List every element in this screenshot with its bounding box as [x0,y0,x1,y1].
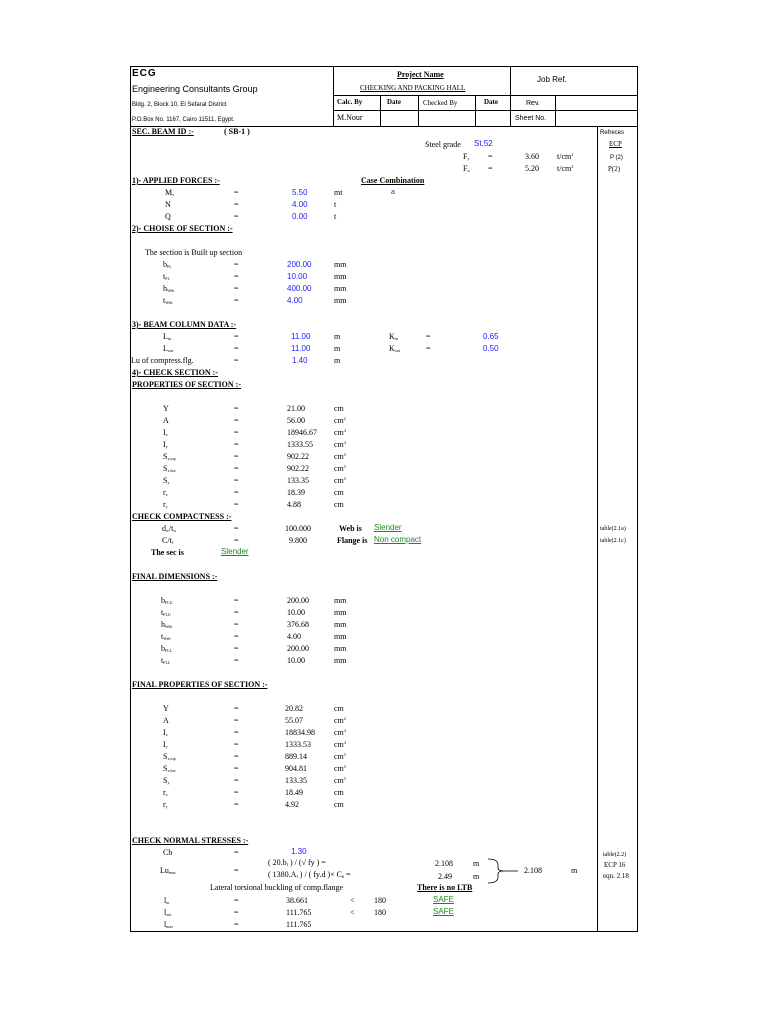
beamcol-lout-eq: = [234,344,239,353]
finaldim-row-eq: = [234,620,239,629]
lu-min-value: 2.108 [524,866,542,875]
finalprop-row-sym: $I_x$ [163,728,168,737]
finaldim-row-value: 200.00 [287,596,309,605]
finalprop-row-unit: cm [334,800,344,809]
fu-value: 5.20 [525,164,539,173]
sec-beam-id-label: SEC. BEAM ID :- [132,127,194,136]
prop-row-value: 18946.67 [287,428,317,437]
refs-table21c: table(2.1c) [600,538,626,544]
lu-compress-eq: = [234,356,239,365]
cb-value: 1.30 [291,847,307,856]
flange-is-label: Flange is [337,536,368,545]
refs-p2b: P(2) [608,165,621,173]
beamcol-lout-k-value: 0.50 [483,344,499,353]
finalprop-row-eq: = [234,776,239,785]
finaldim-row-eq: = [234,632,239,641]
ltb-label: Lateral torsional buckling of comp.flange [210,883,344,892]
finalprop-row-sym: Y [163,704,169,713]
lu-formula-1: ( $20.b_f$ ) / (√ fy ) = [268,858,326,867]
compactness-title: CHECK COMPACTNESS :- [132,512,232,521]
finalprop-row-eq: = [234,764,239,773]
beam-column-title: 3)- BEAM COLUMN DATA :- [132,320,237,329]
prop-row-sym: $r_y$ [163,500,168,509]
fu-symbol: $F_u$ [463,164,470,173]
finalprop-row-sym: $r_y$ [163,800,168,809]
final-properties-title: FINAL PROPERTIES OF SECTION :- [132,680,268,689]
finalprop-row-unit: cm [334,788,344,797]
frame-top [130,66,638,67]
refs-ecp: ECP [609,140,622,148]
lu-compress-label: Lu of compress.flg. [131,356,194,365]
beamcol-lout-sym: $L_{out}$ [163,344,174,353]
lambda-row-eq: = [234,920,239,929]
company-name: Engineering Consultants Group [132,84,258,94]
finalprop-row-value: 20.82 [285,704,303,713]
header-vsep1 [333,66,334,126]
refs-table22: table(2.2) [603,852,627,858]
normal-stresses-title: CHECK NORMAL STRESSES :- [132,836,249,845]
section-result: Slender [221,547,249,556]
finalprop-row-unit: $cm^2$ [334,716,346,725]
finaldim-row-value: 200.00 [287,644,309,653]
finalprop-row-unit: $cm^3$ [334,764,346,773]
date-label-2: Date [484,98,498,106]
lu-formula-2: ( $1380.A_f$ ) / ( fy.d )× $C_b$ = [268,870,351,879]
finalprop-row-unit: $cm^4$ [334,740,346,749]
header-v4 [418,95,419,126]
properties-title: PROPERTIES OF SECTION :- [132,380,241,389]
fu-eq: = [488,164,493,173]
header-vsep2 [510,66,511,126]
beamcol-lout-k-eq: = [426,344,431,353]
compact-ct-sym: $C/t_f$ [162,536,174,545]
prop-row-sym: A [163,416,169,425]
beamcol-lin-value: 11.00 [291,332,311,341]
fy-symbol: $F_y$ [463,152,470,161]
choise-row-value: 10.00 [287,272,308,281]
choise-row-unit: mm [334,296,347,305]
finaldim-row-eq: = [234,656,239,665]
flange-result: Non compact [374,535,422,544]
finaldim-row-value: 4.00 [287,632,301,641]
applied-row-value: 5.50 [292,188,308,197]
min-brace-icon [486,857,520,885]
finalprop-row-value: 889.14 [285,752,307,761]
applied-row-unit: t [334,212,337,221]
prop-row-sym: Y [163,404,169,413]
refs-ecp16: ECP 16 [604,861,626,869]
beamcol-lout-value: 11.00 [291,344,311,353]
finaldim-row-value: 10.00 [287,656,305,665]
finaldim-row-sym: $t_{FLL}$ [161,656,171,665]
finalprop-row-eq: = [234,788,239,797]
choise-row-value: 400.00 [287,284,312,293]
refs-eqn: eqn. 2.18 [603,872,629,880]
finaldim-row-sym: $t_{FLU}$ [161,608,171,617]
frame-right [637,66,638,932]
beamcol-lout-k-sym: $K_{out}$ [389,344,400,353]
finalprop-row-value: 55.07 [285,716,303,725]
lambda-row-result: SAFE [433,895,454,904]
choise-row-eq: = [234,296,239,305]
prop-row-sym: $r_x$ [163,488,168,497]
cb-eq: = [234,848,239,857]
lu-unit-1: m [473,859,480,868]
job-ref-label: Job Ref. [537,75,567,84]
final-dimensions-title: FINAL DIMENSIONS :- [132,572,218,581]
applied-row-eq: = [234,212,239,221]
beamcol-lin-k-sym: $K_{in}$ [389,332,398,341]
finaldim-row-unit: mm [334,620,347,629]
lambda-row-sym: $l_{out}$ [164,908,172,917]
company-address-2: P.O.Box No. 1167, Cairo 11511, Egypt. [132,117,235,123]
steel-grade-value: St.52 [474,139,493,148]
compact-dw-sym: $d_w/t_w$ [162,524,177,533]
prop-row-eq: = [234,428,239,437]
prop-row-sym: $S_{x,bot}$ [163,464,176,473]
beamcol-lin-sym: $L_{in}$ [163,332,172,341]
prop-row-value: 56.00 [287,416,305,425]
calc-by-label: Calc. By [337,98,363,106]
header-bottom [130,126,638,127]
applied-row-value: 4.00 [292,200,308,209]
prop-row-unit: cm [334,404,344,413]
cb-label: Cb [163,848,173,857]
date-label-1: Date [387,98,401,106]
fy-eq: = [488,152,493,161]
checked-by-label: Checked By [423,99,458,107]
prop-row-unit: $cm^3$ [334,452,346,461]
finaldim-row-value: 10.00 [287,608,305,617]
lambda-row-op: < [350,896,355,905]
ltb-result: There is no LTB [417,883,473,892]
prop-row-value: 902.22 [287,452,309,461]
finaldim-row-eq: = [234,608,239,617]
prop-row-eq: = [234,488,239,497]
beamcol-lin-unit: m [334,332,341,341]
choise-row-value: 4.00 [287,296,303,305]
finaldim-row-unit: mm [334,608,347,617]
fy-value: 3.60 [525,152,539,161]
prop-row-value: 902.22 [287,464,309,473]
choise-row-eq: = [234,284,239,293]
sec-beam-id: ( SB-1 ) [224,127,250,136]
choise-title: 2)- CHOISE OF SECTION :- [132,224,233,233]
finalprop-row-eq: = [234,716,239,725]
prop-row-eq: = [234,452,239,461]
header-v6 [555,95,556,126]
prop-row-value: 18.39 [287,488,305,497]
finalprop-row-unit: cm [334,704,344,713]
prop-row-eq: = [234,476,239,485]
prop-row-eq: = [234,500,239,509]
prop-row-value: 4.88 [287,500,301,509]
lambda-row-op: < [350,908,355,917]
choise-row-unit: mm [334,272,347,281]
prop-row-value: 133.35 [287,476,309,485]
prop-row-unit: $cm^4$ [334,440,346,449]
lu-compress-value: 1.40 [292,356,308,365]
web-is-label: Web is [339,524,362,533]
fy-unit: $t/cm^2$ [557,152,574,161]
finalprop-row-sym: $I_y$ [163,740,168,749]
calc-by-value: M.Nour [337,113,363,122]
beamcol-lin-k-value: 0.65 [483,332,499,341]
lambda-row-sym: $l_{max}$ [164,920,174,929]
beamcol-lin-k-eq: = [426,332,431,341]
finaldim-row-eq: = [234,644,239,653]
lambda-row-value: 111.765 [286,908,312,917]
lu-min-unit: m [571,866,578,875]
frame-refs [597,126,598,932]
prop-row-unit: cm [334,500,344,509]
applied-row-eq: = [234,188,239,197]
choise-row-sym: $b_{FL}$ [163,260,172,269]
lu-value-1: 2.108 [435,859,453,868]
lu-unit-2: m [473,872,480,881]
finalprop-row-value: 4.92 [285,800,299,809]
finalprop-row-value: 18834.98 [285,728,315,737]
choise-row-unit: mm [334,260,347,269]
choise-row-sym: $t_{Web}$ [163,296,173,305]
prop-row-unit: $cm^2$ [334,416,346,425]
prop-row-unit: cm [334,488,344,497]
rev-label: Rev. [526,100,540,107]
prop-row-sym: $S_{x,top}$ [163,452,176,461]
prop-row-sym: $S_y$ [163,476,170,485]
choise-row-sym: $h_{Web}$ [163,284,175,293]
finalprop-row-value: 1333.53 [285,740,311,749]
prop-row-sym: $I_y$ [163,440,168,449]
header-h2 [333,110,638,111]
applied-forces-title: 1)- APPLIED FORCES :- [132,176,220,185]
finaldim-row-sym: $b_{FLL}$ [161,644,173,653]
lambda-row-limit: 180 [374,908,386,917]
choise-row-eq: = [234,260,239,269]
prop-row-eq: = [234,404,239,413]
applied-row-value: 0.00 [292,212,308,221]
prop-row-sym: $I_x$ [163,428,168,437]
finalprop-row-unit: $cm^4$ [334,728,346,737]
choise-row-eq: = [234,272,239,281]
compact-dw-value: 100.000 [285,524,311,533]
finaldim-row-unit: mm [334,596,347,605]
finalprop-row-eq: = [234,704,239,713]
applied-row-sym: Q [165,212,171,221]
finalprop-row-unit: $cm^3$ [334,776,346,785]
header-v5 [475,95,476,126]
header-h1 [333,95,638,96]
applied-row-sym: $M_x$ [165,188,175,197]
lambda-row-value: 111.765 [286,920,312,929]
company-address-1: Bldg. 2, Block 10, El Sefarat District [132,102,227,108]
finalprop-row-eq: = [234,728,239,737]
finaldim-row-unit: mm [334,644,347,653]
compact-ct-value: 9.800 [289,536,307,545]
choise-row-unit: mm [334,284,347,293]
finalprop-row-sym: $S_y$ [163,776,170,785]
finalprop-row-value: 18.49 [285,788,303,797]
applied-row-sym: N [165,200,171,209]
prop-row-unit: $cm^4$ [334,428,346,437]
company-code: ECG [132,68,157,79]
prop-row-value: 1333.55 [287,440,313,449]
finaldim-row-sym: $t_{Web}$ [161,632,171,641]
fu-unit: $t/cm^2$ [557,164,574,173]
lu-value-2: 2.49 [438,872,452,881]
case-combination-label: Case Combination [361,176,425,185]
web-result: Slender [374,523,402,532]
compact-dw-eq: = [234,524,239,533]
finalprop-row-sym: $S_{x,top}$ [163,752,176,761]
refs-title: Refreces [600,130,625,136]
lambda-row-limit: 180 [374,896,386,905]
lambda-row-eq: = [234,908,239,917]
compact-ct-eq: = [234,536,239,545]
lambda-row-eq: = [234,896,239,905]
lambda-row-sym: $l_{in}$ [164,896,170,905]
lu-eq: = [234,866,239,875]
choise-row-value: 200.00 [287,260,312,269]
built-up-note: The section is Built up section [145,248,243,257]
finalprop-row-eq: = [234,752,239,761]
finaldim-row-unit: mm [334,656,347,665]
finalprop-row-unit: $cm^3$ [334,752,346,761]
finaldim-row-unit: mm [334,632,347,641]
beamcol-lout-unit: m [334,344,341,353]
prop-row-unit: $cm^3$ [334,464,346,473]
lu-max-label: $Lu_{max}$ [160,866,176,875]
sec-is-label: The sec is [151,548,184,557]
prop-row-unit: $cm^3$ [334,476,346,485]
finalprop-row-value: 904.81 [285,764,307,773]
finaldim-row-sym: $h_{Web}$ [161,620,173,629]
case-combination-value: a [391,189,395,196]
finaldim-row-eq: = [234,596,239,605]
prop-row-value: 21.00 [287,404,305,413]
frame-bottom [130,931,638,932]
finalprop-row-sym: $S_{x,bot}$ [163,764,176,773]
steel-grade-label: Steel grade [425,140,461,149]
finalprop-row-eq: = [234,800,239,809]
finalprop-row-sym: $r_x$ [163,788,168,797]
sheet-no-label: Sheet No. [515,115,547,122]
applied-row-unit: t [334,200,337,209]
finalprop-row-sym: A [163,716,169,725]
finalprop-row-eq: = [234,740,239,749]
lambda-row-value: 38.661 [286,896,308,905]
frame-left [130,66,131,932]
lu-compress-unit: m [334,356,341,365]
prop-row-eq: = [234,464,239,473]
finalprop-row-value: 133.35 [285,776,307,785]
finaldim-row-sym: $b_{FLU}$ [161,596,173,605]
project-name-label: Project Name [397,70,444,79]
lambda-row-result: SAFE [433,907,454,916]
choise-row-sym: $t_{FL}$ [163,272,170,281]
refs-table21a: table(2.1a) [600,526,626,532]
applied-row-unit: mt [334,188,343,197]
project-name: CHECKING AND PACKING HALL [360,84,466,92]
prop-row-eq: = [234,416,239,425]
finaldim-row-value: 376.68 [287,620,309,629]
prop-row-eq: = [234,440,239,449]
applied-row-eq: = [234,200,239,209]
beamcol-lin-eq: = [234,332,239,341]
refs-p2a: P (2) [610,155,623,161]
check-section-title: 4)- CHECK SECTION :- [132,368,219,377]
header-v3 [380,95,381,126]
